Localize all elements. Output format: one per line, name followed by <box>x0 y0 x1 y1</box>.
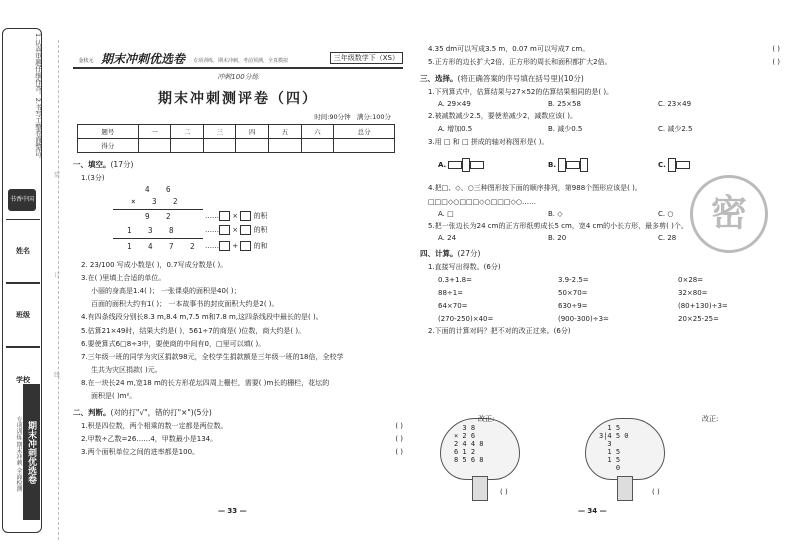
question: 4.把□、◇、○三种图形按下面的顺序排列，第988个图形应该是( )。 <box>428 184 642 193</box>
calc-note: …… × 的积 <box>205 212 268 221</box>
question-part: 生共为灾区捐款( )元。 <box>91 365 162 374</box>
sidebar-badge: 书香中国 <box>8 189 36 211</box>
calc-note: …… × 的积 <box>205 226 268 235</box>
score-cell[interactable] <box>334 139 395 153</box>
score-header: 四 <box>236 125 269 139</box>
choice-row: A. 24 B. 20 C. 28 <box>438 233 677 242</box>
mental-item: (900-300)÷3= <box>558 314 609 323</box>
page-number-right: — 34 — <box>578 507 607 515</box>
question: 8.在一块长24 m,宽18 m的长方形花坛四周上栅栏，需要( )m长的栅栏，花坛的 <box>81 378 330 387</box>
question: 4.有四条线段分别长8.3 m,8.4 m,7.5 m和7.8 m,这四条线段中最长的是( )。 <box>81 313 323 322</box>
judge-item: 4.35 dm可以写成3.5 m，0.07 m可以写成7 cm。 ( ) <box>428 45 780 53</box>
binding-sidebar <box>2 28 42 533</box>
question: 3.在( )里填上合适的单位。 <box>81 274 166 283</box>
question-part: 百面的面积大约有1( )； 一本故事书的封皮面积大约是2( )。 <box>91 300 279 309</box>
question: 2.下面的计算对吗？把不对的改正过来。(6分) <box>428 326 571 335</box>
calc-note: …… + 的和 <box>205 242 268 251</box>
vertical-multiplication <box>73 185 403 257</box>
left-page <box>73 45 403 457</box>
mental-item: 50×70= <box>558 288 588 297</box>
page-title: 期末冲刺测评卷（四） <box>158 91 318 107</box>
question: 5.估算21×49时，结果大约是( )，561÷7的商是( )位数，商大约是( )。 <box>81 326 306 335</box>
subtitle: 冲刺100分练 <box>217 73 259 81</box>
cut-mark: 线 <box>54 372 61 379</box>
section-calc: 四、计算。(27分) <box>420 248 481 258</box>
mental-item: (80+130)÷3= <box>678 301 728 310</box>
correction-label: 改正: <box>478 415 495 423</box>
grade-label: 三年级数学下（XS） <box>330 52 403 64</box>
judge-item: 3.两个面积单位之间的进率都是100。 ( ) <box>81 448 403 457</box>
question: 2.被减数减少2.5，要使差减少2，减数应该( )。 <box>428 112 577 121</box>
score-table <box>77 124 395 153</box>
calc-row: × 3 2 <box>131 197 184 207</box>
correction-label: 改正: <box>702 415 719 423</box>
calc-row: 9 2 <box>145 212 177 222</box>
publisher-logo: 金状元 <box>78 58 94 64</box>
score-cell[interactable] <box>203 139 236 153</box>
choice-row: A. 增加0.5 B. 减少0.5 C. 减少2.5 <box>438 125 693 134</box>
score-cell[interactable] <box>138 139 171 153</box>
question: 1.下列算式中，估算结果与27×52的估算结果相同的是( )。 <box>428 88 614 97</box>
question: 1.(3分) <box>81 174 105 182</box>
brand-tagline: 专项训练，期末冲刺，考前预测，全真模拟 <box>193 58 289 64</box>
tree-illustration <box>440 418 520 503</box>
choice-row: A. □ B. ◇ C. ○ <box>438 209 674 218</box>
judge-item: 5.正方形的边长扩大2倍，正方形的周长和面积都扩大2倍。 ( ) <box>428 58 780 67</box>
worked-division: 1 5 3|4 5 0 3 1 5 1 5 0 <box>599 424 629 473</box>
mental-item: 0×28= <box>678 275 704 284</box>
secret-stamp: 密 <box>690 175 768 253</box>
question-part: 小丽的身高是1.4( )； 一张课桌的面积是40( )； <box>91 287 241 296</box>
calc-row: 1 4 7 2 <box>127 242 201 252</box>
answer-paren[interactable]: ( ) <box>652 488 660 496</box>
time-info: 时间:90分钟 满分:100分 <box>314 113 391 121</box>
pattern-sequence: □□□◇○□□□◇○□□□◇○…… <box>428 197 536 206</box>
name-field[interactable]: 姓名 <box>6 219 40 283</box>
judge-item: 2.甲数÷乙数=26……4，甲数最小是134。 ( ) <box>81 435 403 444</box>
score-header: 六 <box>301 125 334 139</box>
cut-mark: 装 <box>54 172 61 179</box>
score-header: 二 <box>171 125 204 139</box>
mental-math-grid <box>438 276 780 323</box>
calc-row: 1 3 8 <box>127 226 180 236</box>
worked-multiplication: 3 8 × 2 6 2 4 4 8 6 1 2 8 5 6 8 <box>454 424 484 465</box>
question: 3.用 □ 和 □ 拼成的轴对称图形是( )。 <box>428 138 549 147</box>
class-field[interactable]: 班级 <box>6 283 40 347</box>
mental-item: 88÷1= <box>438 288 464 297</box>
mental-item: 20×25-25= <box>678 314 719 323</box>
score-header: 五 <box>269 125 302 139</box>
score-header: 三 <box>203 125 236 139</box>
brand-header <box>73 45 403 69</box>
section-judge: 二、判断。(对的打"√"，错的打"×")(5分) <box>73 408 212 418</box>
question-part: 面积是( )m²。 <box>91 392 137 401</box>
mental-item: 32×80= <box>678 288 708 297</box>
sidebar-notice: 1.认真审题仔细作答。2.书写工整卷面整洁。 <box>34 33 42 163</box>
question: 5.把一张边长为24 cm的正方形纸剪成长5 cm，宽4 cm的小长方形，最多剪( )个。 <box>428 221 688 230</box>
school-field[interactable]: 学校 <box>6 347 40 411</box>
score-cell[interactable] <box>301 139 334 153</box>
section-fill: 一、填空。(17分) <box>73 160 134 169</box>
score-cell[interactable] <box>171 139 204 153</box>
mental-item: 630÷9= <box>558 301 588 310</box>
choice-row-shapes: A. B. C. <box>438 150 780 180</box>
mental-item: 64×70= <box>438 301 468 310</box>
mental-item: (270-250)×40= <box>438 314 494 323</box>
score-header: 总分 <box>334 125 395 139</box>
score-cell[interactable] <box>269 139 302 153</box>
mental-item: 0.3+1.8= <box>438 275 472 284</box>
question: 6.要使算式6□8÷3中，要使商的中间有0，□里可以填( )。 <box>81 339 266 348</box>
score-header: 一 <box>138 125 171 139</box>
score-cell[interactable] <box>236 139 269 153</box>
calc-row: 4 6 <box>145 185 177 195</box>
question: 2. 23/100 写成小数是( )，0.7写成分数是( )。 <box>81 261 228 270</box>
answer-paren[interactable]: ( ) <box>500 488 508 496</box>
page-number-left: — 33 — <box>218 507 247 515</box>
judge-item: 1.积是四位数，两个相乘的数一定都是两位数。 ( ) <box>81 422 403 431</box>
question: 1.直接写出得数。(6分) <box>428 262 501 271</box>
cut-line <box>58 40 59 540</box>
brand-title: 期末冲刺优选卷 <box>101 52 186 66</box>
sidebar-logo: 期末冲刺优选卷 专项训练 期末冲刺 全面检测 <box>6 384 40 524</box>
section-choice: 三、选择。(将正确答案的序号填在括号里)(10分) <box>420 74 584 84</box>
mental-item: 3.9-2.5= <box>558 275 589 284</box>
choice-row: A. 29×49 B. 25×58 C. 23×49 <box>438 100 692 109</box>
score-header: 题号 <box>78 125 139 139</box>
question: 7.三年级一班的同学为灾区捐款98元，全校学生捐款额是三年级一班的18倍，全校学 <box>81 352 344 361</box>
score-row-label: 得分 <box>78 139 139 153</box>
cut-mark: 订 <box>54 272 61 279</box>
